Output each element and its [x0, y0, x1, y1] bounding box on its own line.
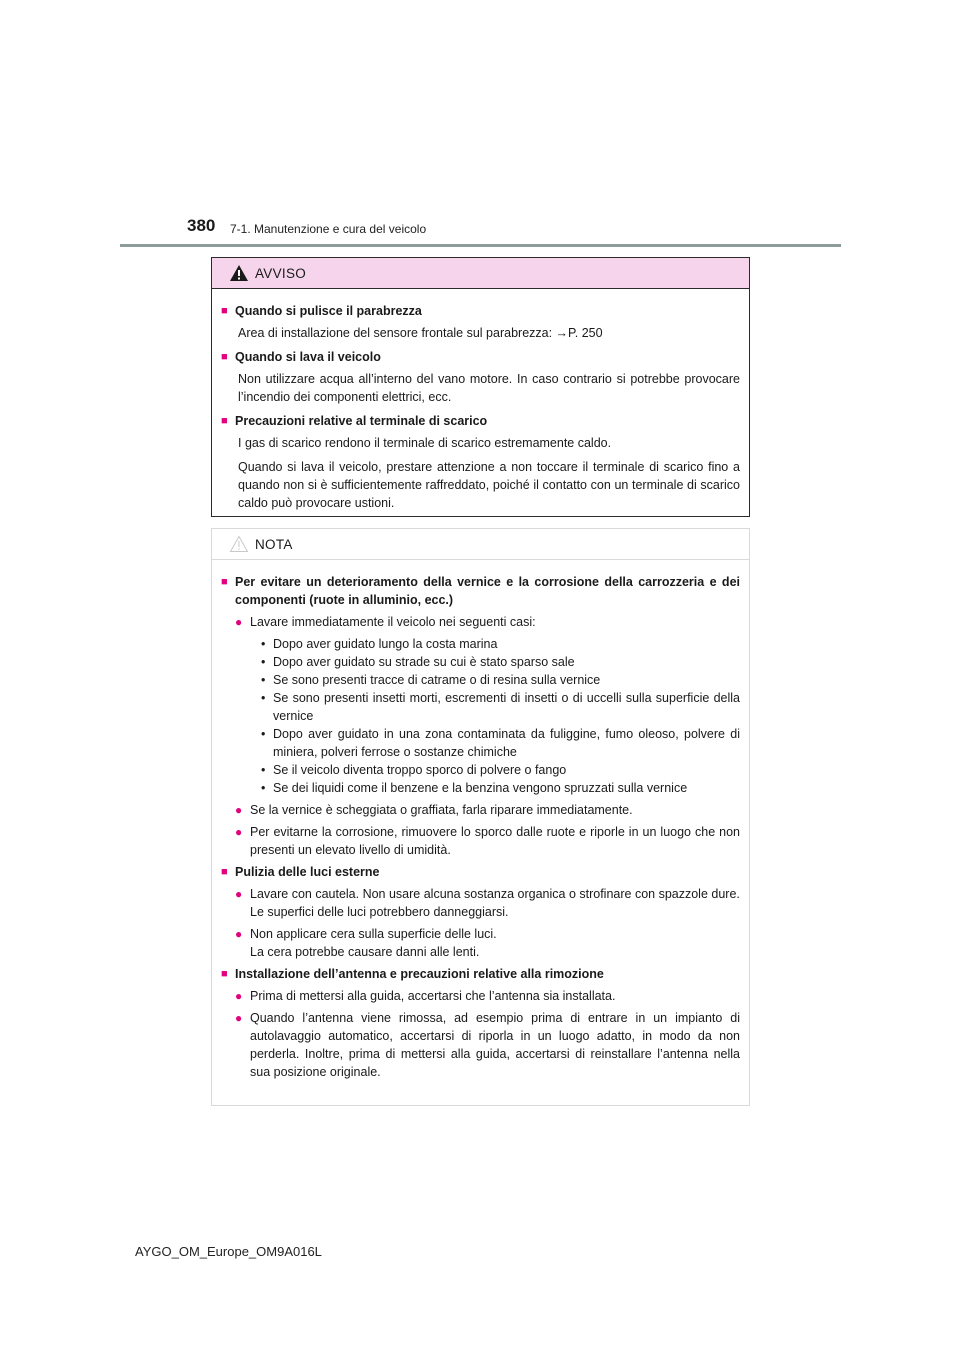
- case-text: Se sono presenti tracce di catrame o di resina sulla vernice: [273, 673, 601, 687]
- heading-text: Per evitare un deterioramento della vernice e la corrosione della carrozzeria e dei componenti (ruote in alluminio, ecc.): [235, 575, 740, 607]
- heading-text: Precauzioni relative al terminale di scarico: [235, 414, 488, 428]
- note-box: [211, 528, 750, 1106]
- note-title: NOTA: [255, 536, 293, 552]
- header-divider: [120, 244, 841, 247]
- warning-header: [212, 258, 749, 289]
- case-item: • Dopo aver guidato su strade su cui è stato sparso sale: [261, 655, 575, 669]
- list-item-line: La cera potrebbe causare danni alle lenti.: [250, 945, 480, 959]
- square-bullet-icon: ■: [221, 415, 228, 427]
- list-item-line: Le superfici delle luci potrebbero danneggiarsi.: [250, 905, 509, 919]
- list-item-text: [250, 925, 740, 961]
- list-item-text: [250, 885, 740, 921]
- list-item-text: Per evitarne la corrosione, rimuovere lo sporco dalle ruote e riporle in un luogo che non presenti un elevato livello di umidità.: [250, 825, 740, 857]
- circle-bullet-icon: ●: [235, 615, 243, 629]
- list-item-text: Lavare immediatamente il veicolo nei seguenti casi:: [250, 615, 536, 629]
- heading-text: Installazione dell’antenna e precauzioni relative alla rimozione: [235, 967, 604, 981]
- case-text: Se sono presenti insetti morti, escrementi di insetti o di uccelli sulla superficie della vernice: [273, 691, 740, 723]
- case-item: • Dopo aver guidato in una zona contaminata da fuliggine, fumo oleoso, polvere di miniera, polveri ferrose o sostanze chimiche: [261, 727, 740, 759]
- case-item: • Se sono presenti insetti morti, escrementi di insetti o di uccelli sulla superficie della vernice: [261, 691, 740, 723]
- square-bullet-icon: ■: [221, 968, 228, 980]
- page-number: 380: [187, 216, 216, 235]
- list-item: [235, 801, 740, 819]
- square-bullet-icon: ■: [221, 351, 228, 363]
- note-header: [212, 529, 749, 560]
- document-code: AYGO_OM_Europe_OM9A016L: [135, 1244, 322, 1259]
- case-item: • Se il veicolo diventa troppo sporco di polvere o fango: [261, 763, 567, 777]
- list-item-text: Se la vernice è scheggiata o graffiata, farla riparare immediatamente.: [250, 803, 633, 817]
- circle-bullet-icon: ●: [235, 825, 243, 839]
- case-item: • Se sono presenti tracce di catrame o di resina sulla vernice: [261, 673, 601, 687]
- warning-title: AVVISO: [255, 265, 307, 281]
- case-text: Se dei liquidi come il benzene e la benzina vengono spruzzati sulla vernice: [273, 781, 688, 795]
- circle-bullet-icon: ●: [235, 1011, 243, 1025]
- note-body: [212, 560, 749, 1081]
- note-heading: [221, 863, 740, 881]
- case-text: Dopo aver guidato in una zona contaminata da fuliggine, fumo oleoso, polvere di miniera, polveri ferrose o sostanze chimiche: [273, 727, 740, 759]
- list-item: [235, 823, 740, 859]
- square-bullet-icon: ■: [221, 576, 228, 588]
- note-heading: [221, 573, 740, 609]
- warning-paragraph: Quando si lava il veicolo, prestare attenzione a non toccare il terminale di scarico fino a quando non si è sufficientemente raffreddato, poiché il contatto con un terminale di scarico caldo può provocare ustioni.: [238, 460, 740, 510]
- warning-heading: [221, 302, 740, 320]
- list-item: [235, 885, 740, 921]
- circle-bullet-icon: ●: [235, 887, 243, 901]
- warning-triangle-icon: [229, 264, 249, 282]
- caution-triangle-icon: [229, 535, 249, 553]
- case-item: • Se dei liquidi come il benzene e la benzina vengono spruzzati sulla vernice: [261, 781, 688, 795]
- square-bullet-icon: ■: [221, 305, 228, 317]
- warning-body: [212, 289, 749, 512]
- list-item-line: Non applicare cera sulla superficie delle luci.: [250, 927, 497, 941]
- case-list: [261, 635, 740, 797]
- warning-paragraph: I gas di scarico rendono il terminale di scarico estremamente caldo.: [238, 436, 612, 450]
- heading-text: Quando si lava il veicolo: [235, 350, 381, 364]
- list-item-text: Prima di mettersi alla guida, accertarsi che l’antenna sia installata.: [250, 989, 616, 1003]
- list-item: [235, 613, 740, 631]
- list-item: [235, 987, 740, 1005]
- warning-paragraph: Non utilizzare acqua all’interno del vano motore. In caso contrario si potrebbe provocare l’incendio dei componenti elettrici, ecc.: [238, 372, 740, 404]
- case-text: Dopo aver guidato lungo la costa marina: [273, 637, 498, 651]
- circle-bullet-icon: ●: [235, 803, 243, 817]
- warning-heading: [221, 348, 740, 366]
- warning-box: [211, 257, 750, 517]
- circle-bullet-icon: ●: [235, 927, 243, 941]
- case-text: Se il veicolo diventa troppo sporco di polvere o fango: [273, 763, 567, 777]
- case-item: • Dopo aver guidato lungo la costa marina: [261, 637, 498, 651]
- warning-heading: [221, 412, 740, 430]
- list-item: [235, 925, 740, 961]
- note-heading: [221, 965, 740, 983]
- heading-text: Quando si pulisce il parabrezza: [235, 304, 422, 318]
- square-bullet-icon: ■: [221, 866, 228, 878]
- list-item: [235, 1009, 740, 1081]
- warning-paragraph: Area di installazione del sensore frontale sul parabrezza: →P. 250: [238, 326, 603, 340]
- case-text: Dopo aver guidato su strade su cui è stato sparso sale: [273, 655, 575, 669]
- section-title: 7-1. Manutenzione e cura del veicolo: [230, 222, 427, 236]
- circle-bullet-icon: ●: [235, 989, 243, 1003]
- list-item-line: Lavare con cautela. Non usare alcuna sostanza organica o strofinare con spazzole dure.: [250, 887, 740, 901]
- list-item-text: Quando l’antenna viene rimossa, ad esempio prima di entrare in un impianto di autolavaggio automatico, accertarsi di riporla in un luogo adatto, in modo da non perderla. Inoltre, prima di mettersi alla guida, accertarsi di reinstallare l’antenna nella sua posizione originale.: [250, 1011, 740, 1079]
- heading-text: Pulizia delle luci esterne: [235, 865, 380, 879]
